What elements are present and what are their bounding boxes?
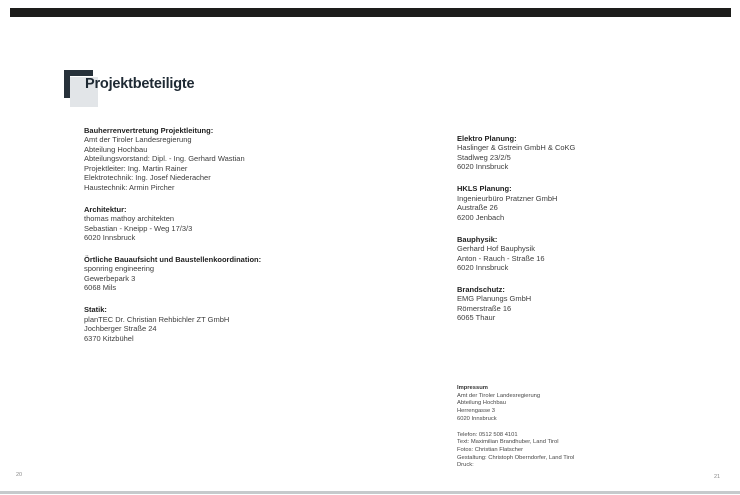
impressum-line: Gestaltung: Christoph Oberndorfer, Land Tirol — [457, 454, 575, 461]
contact-line: Gerhard Hof Bauphysik — [457, 244, 535, 254]
contact-line: Gewerbepark 3 — [84, 273, 136, 283]
contact-block-hkls-planung — [457, 184, 740, 222]
contact-line: sponring engineering — [84, 264, 155, 274]
contact-line: 6200 Jenbach — [457, 212, 505, 222]
contact-line: EMG Planungs GmbH — [457, 294, 532, 304]
contact-block-architektur — [84, 205, 394, 243]
impressum-line: 6020 Innsbruck — [457, 415, 497, 422]
contact-line: Abteilungsvorstand: Dipl. - Ing. Gerhard Wastian — [84, 154, 245, 164]
impressum-line: Telefon: 0512 508 4101 — [457, 431, 518, 438]
contact-line: Abteilung Hochbau — [84, 144, 148, 154]
impressum-line: Druck: — [457, 462, 474, 469]
contact-line: Jochberger Straße 24 — [84, 324, 157, 334]
impressum-line: Abteilung Hochbau — [457, 400, 506, 407]
impressum-address — [457, 385, 677, 424]
impressum-details — [457, 432, 677, 471]
contact-block-statik — [84, 305, 394, 343]
contact-line: Projektleiter: Ing. Martin Rainer — [84, 163, 188, 173]
contact-block-brandschutz — [457, 285, 740, 323]
impressum-heading: Impressum — [457, 385, 488, 391]
contact-line: 6020 Innsbruck — [457, 162, 509, 172]
contact-line: 6020 Innsbruck — [84, 233, 136, 243]
bottom-rule — [0, 491, 740, 494]
impressum-line: Text: Maximilian Brandhuber, Land Tirol — [457, 439, 559, 446]
contact-block-heading: Elektro Planung: — [457, 134, 517, 143]
impressum-line: Fotos: Christian Flatscher — [457, 446, 524, 453]
title-block — [64, 70, 364, 115]
contact-line: Ingenieurbüro Pratzner GmbH — [457, 193, 558, 203]
contact-line: 6068 Mils — [84, 283, 117, 293]
contact-block-bauphysik — [457, 235, 740, 273]
contact-block-elektro-planung — [457, 134, 740, 172]
contact-line: Amt der Tiroler Landesregierung — [84, 135, 192, 145]
contact-block-heading: Örtliche Bauaufsicht und Baustellenkoordination: — [84, 254, 262, 264]
impressum-line: Amt der Tiroler Landesregierung — [457, 392, 541, 399]
contact-line: Austraße 26 — [457, 203, 498, 213]
contact-line: Sebastian - Kneipp - Weg 17/3/3 — [84, 223, 193, 233]
page-title: Projektbeteiligte — [85, 76, 195, 92]
contact-block-heading: Bauphysik: — [457, 234, 498, 244]
contact-block-heading: Architektur: — [84, 204, 127, 214]
contact-block-bauaufsicht — [84, 255, 394, 293]
contact-line: Stadlweg 23/2/5 — [457, 152, 511, 162]
contact-block-heading: HKLS Planung: — [457, 184, 512, 194]
contact-line: 6370 Kitzbühel — [84, 333, 134, 343]
impressum-block — [457, 385, 677, 470]
contact-line: Elektrotechnik: Ing. Josef Niederacher — [84, 173, 211, 183]
impressum-line: Herrengasse 3 — [457, 408, 496, 415]
page-number-left: 20 — [16, 472, 23, 478]
contact-line: 6020 Innsbruck — [457, 262, 509, 272]
contact-line: planTEC Dr. Christian Rehbichler ZT GmbH — [84, 314, 230, 324]
contact-line: Römerstraße 16 — [457, 303, 512, 313]
contact-line: Haustechnik: Armin Pircher — [84, 182, 175, 192]
contact-line: Anton - Rauch - Straße 16 — [457, 253, 545, 263]
contact-line: thomas mathoy architekten — [84, 214, 175, 224]
contact-block-bauherrenvertretung — [84, 126, 394, 192]
contact-block-heading: Statik: — [84, 305, 107, 315]
contact-line: 6065 Thaur — [457, 313, 496, 323]
contact-block-heading: Bauherrenvertretung Projektleitung: — [84, 126, 214, 135]
page-number-right: 21 — [714, 474, 721, 480]
top-rule — [10, 8, 731, 17]
contact-block-heading: Brandschutz: — [457, 284, 505, 294]
contacts-column-left — [84, 126, 394, 356]
contacts-column-right — [457, 134, 740, 335]
contact-line: Haslinger & Gstrein GmbH & CoKG — [457, 143, 576, 153]
